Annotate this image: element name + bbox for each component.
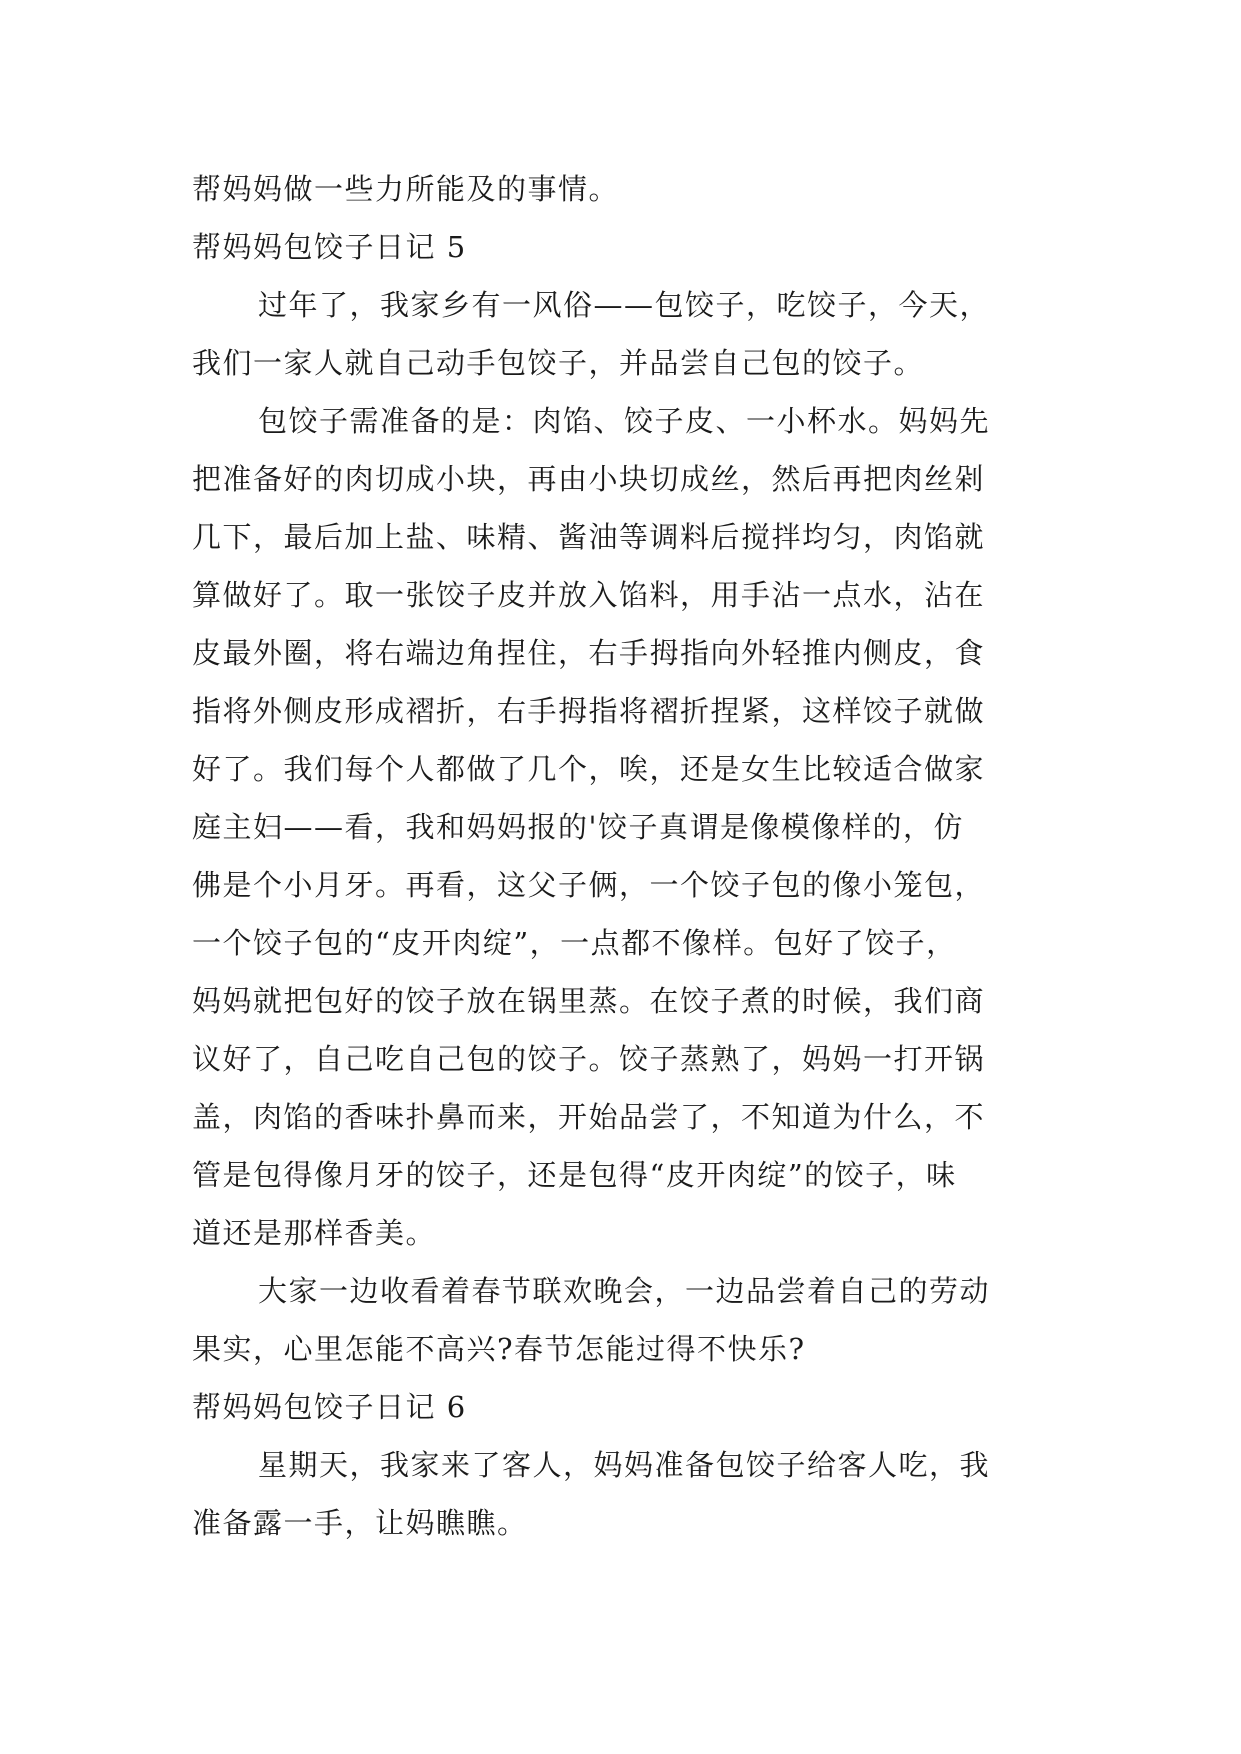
text-line: 包饺子需准备的是：肉馅、饺子皮、一小杯水。妈妈先 xyxy=(258,404,991,438)
text-line: 几下，最后加上盐、味精、酱油等调料后搅拌均匀，肉馅就 xyxy=(192,520,986,554)
text-line: 星期天，我家来了客人，妈妈准备包饺子给客人吃，我 xyxy=(258,1448,991,1482)
text-line: 一个饺子包的“皮开肉绽”，一点都不像样。包好了饺子， xyxy=(192,926,957,960)
text-line: 佛是个小月牙。再看，这父子俩，一个饺子包的像小笼包， xyxy=(192,868,986,902)
text-line: 把准备好的肉切成小块，再由小块切成丝，然后再把肉丝剁 xyxy=(192,462,986,496)
text-line: 管是包得像月牙的饺子，还是包得“皮开肉绽”的饺子，味 xyxy=(192,1158,957,1192)
text-line: 指将外侧皮形成褶折，右手拇指将褶折捏紧，这样饺子就做 xyxy=(192,694,986,728)
text-line: 庭主妇——看，我和妈妈报的'饺子真谓是像模像样的，仿 xyxy=(192,810,964,844)
text-line: 好了。我们每个人都做了几个，唉，还是女生比较适合做家 xyxy=(192,752,986,786)
document-body xyxy=(192,160,1052,1552)
text-line: 盖，肉馅的香味扑鼻而来，开始品尝了，不知道为什么，不 xyxy=(192,1100,986,1134)
text-line: 算做好了。取一张饺子皮并放入馅料，用手沾一点水，沾在 xyxy=(192,578,986,612)
text-line: 大家一边收看着春节联欢晚会，一边品尝着自己的劳动 xyxy=(258,1274,991,1308)
text-line: 皮最外圈，将右端边角捏住，右手拇指向外轻推内侧皮，食 xyxy=(192,636,986,670)
text-line: 我们一家人就自己动手包饺子，并品尝自己包的饺子。 xyxy=(192,346,925,380)
text-line: 妈妈就把包好的饺子放在锅里蒸。在饺子煮的时候，我们商 xyxy=(192,984,986,1018)
text-line: 帮妈妈做一些力所能及的事情。 xyxy=(192,172,620,206)
text-line: 道还是那样香美。 xyxy=(192,1216,437,1250)
section-heading: 帮妈妈包饺子日记 5 xyxy=(192,230,467,264)
text-line: 准备露一手，让妈瞧瞧。 xyxy=(192,1506,528,1540)
text-line: 过年了，我家乡有一风俗——包饺子，吃饺子，今天， xyxy=(258,288,991,322)
section-heading: 帮妈妈包饺子日记 6 xyxy=(192,1390,467,1424)
document-page xyxy=(192,160,1052,1552)
text-line: 议好了，自己吃自己包的饺子。饺子蒸熟了，妈妈一打开锅 xyxy=(192,1042,986,1076)
text-line: 果实，心里怎能不高兴?春节怎能过得不快乐? xyxy=(192,1332,806,1366)
